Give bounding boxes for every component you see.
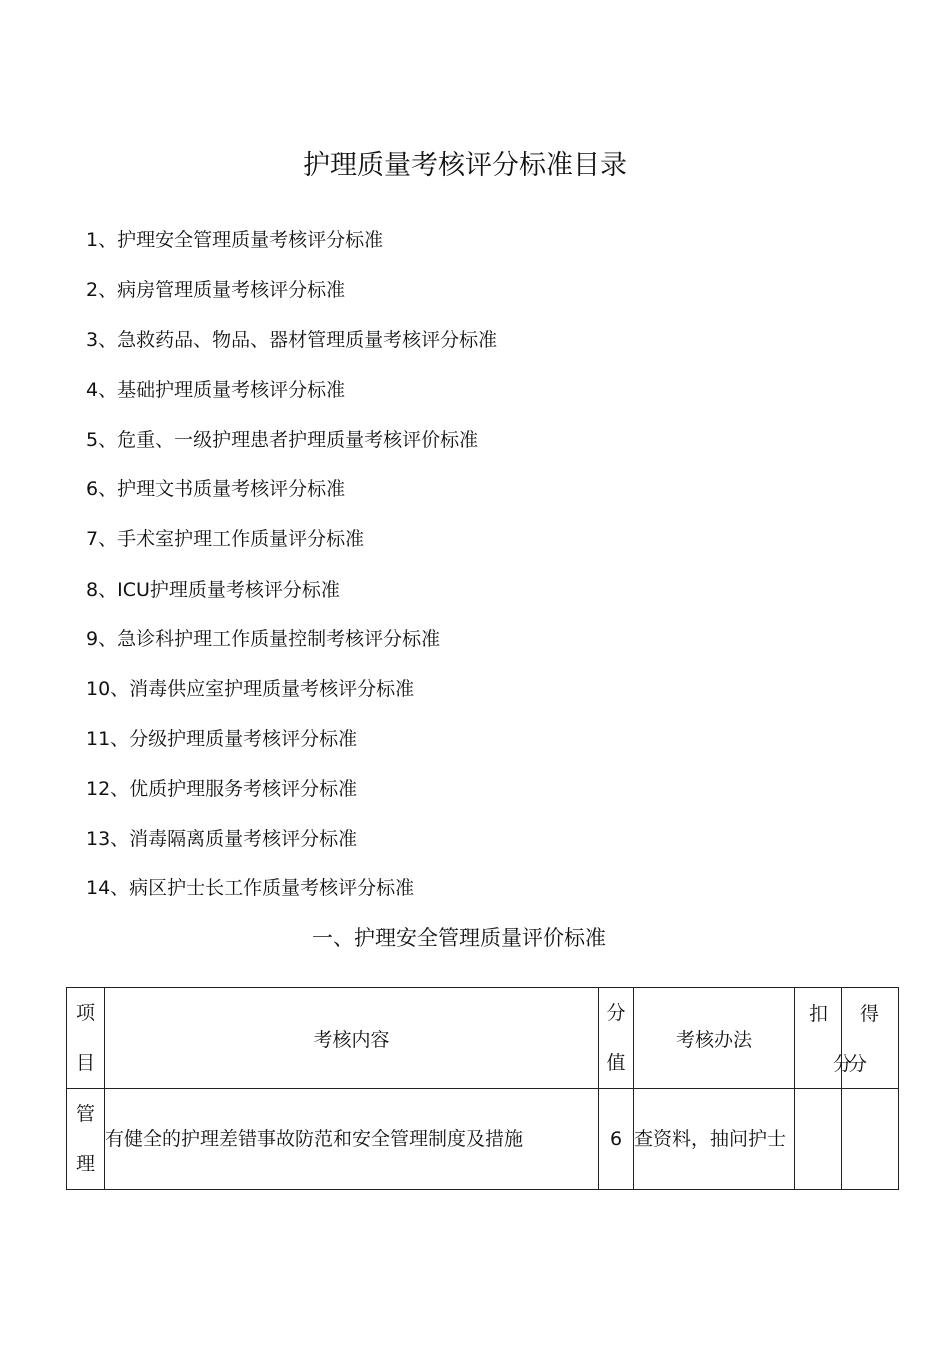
row-deduct: [795, 1089, 842, 1190]
header-content: 考核内容: [105, 988, 599, 1089]
toc-item: 12、优质护理服务考核评分标准: [86, 778, 358, 800]
toc-item: 6、护理文书质量考核评分标准: [86, 478, 346, 500]
header-deduct: 扣 分: [795, 988, 842, 1089]
page-title: 护理质量考核评分标准目录: [303, 150, 627, 181]
toc-item: 10、消毒供应室护理质量考核评分标准: [86, 678, 415, 700]
header-points: 得 分: [842, 988, 899, 1089]
toc-item: 5、危重、一级护理患者护理质量考核评价标准: [86, 429, 479, 451]
row-content: 有健全的护理差错事故防范和安全管理制度及措施: [105, 1089, 599, 1190]
toc-item: 1、护理安全管理质量考核评分标准: [86, 229, 384, 251]
header-score: 分 值: [599, 988, 634, 1089]
toc-item: 14、病区护士长工作质量考核评分标准: [86, 877, 415, 899]
toc-item: 2、病房管理质量考核评分标准: [86, 279, 346, 301]
table-row: [67, 1089, 899, 1190]
header-method: 考核办法: [634, 988, 795, 1089]
header-item: 项 目: [67, 988, 105, 1089]
toc-item: 9、急诊科护理工作质量控制考核评分标准: [86, 628, 441, 650]
row-item: 管 理: [67, 1089, 105, 1190]
toc-item: 4、基础护理质量考核评分标准: [86, 379, 346, 401]
toc-item: 7、手术室护理工作质量评分标准: [86, 528, 365, 550]
evaluation-table: [66, 987, 899, 1190]
section-heading: 一、护理安全管理质量评价标准: [312, 926, 606, 950]
toc-item: 3、急救药品、物品、器材管理质量考核评分标准: [86, 329, 498, 351]
toc-item: 11、分级护理质量考核评分标准: [86, 728, 358, 750]
row-score: 6: [599, 1089, 634, 1190]
table-header-row: [67, 988, 899, 1089]
row-method: 查资料，抽问护士: [634, 1089, 795, 1190]
toc-item: 13、消毒隔离质量考核评分标准: [86, 828, 358, 850]
row-points: [842, 1089, 899, 1190]
toc-item: 8、ICU护理质量考核评分标准: [86, 579, 340, 601]
